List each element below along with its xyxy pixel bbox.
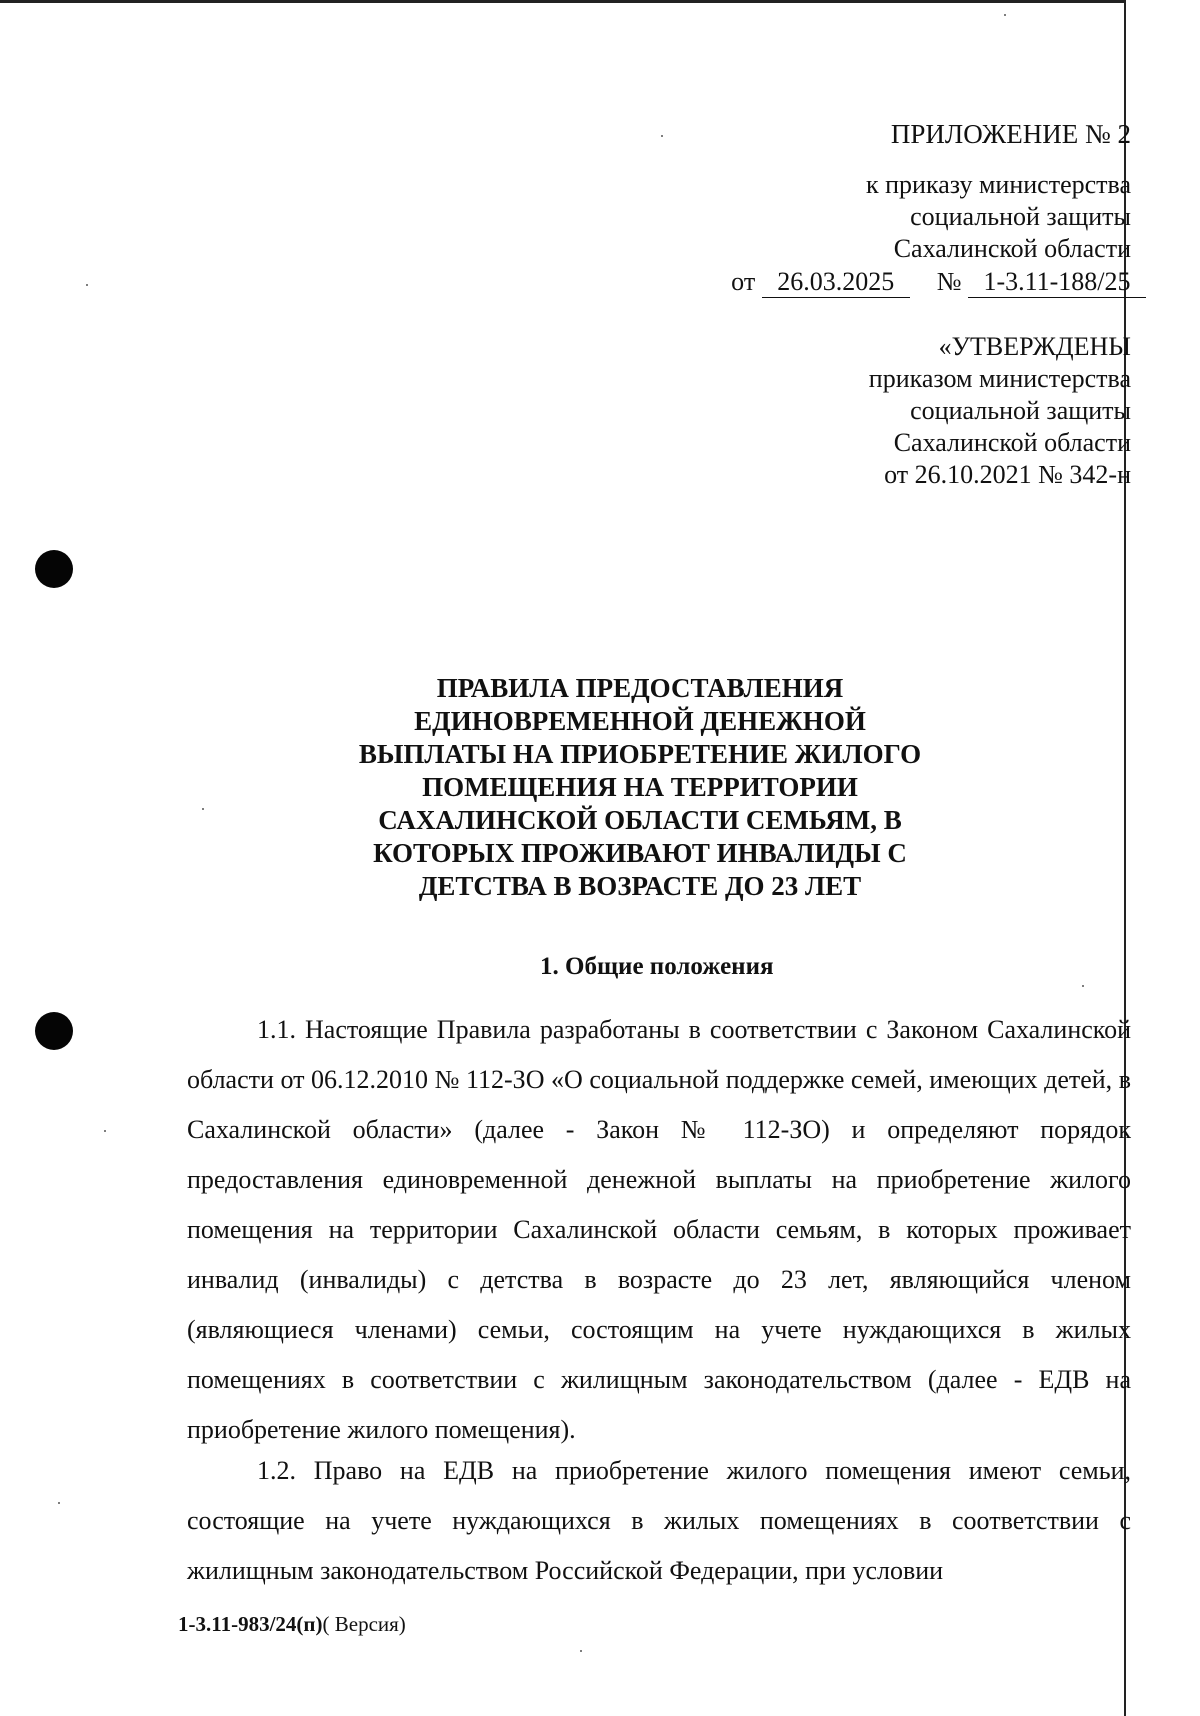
document-title [330,672,950,903]
scan-speck [580,1650,582,1652]
annex-number: 1-3.11-188/25 [968,267,1146,298]
punch-hole [35,550,73,588]
scan-top-border [0,0,1126,3]
approved-block [869,331,1131,491]
scan-speck [1004,14,1006,16]
scan-speck [86,284,88,286]
title-line: САХАЛИНСКОЙ ОБЛАСТИ СЕМЬЯМ, В [378,805,902,835]
title-line: ЕДИНОВРЕМЕННОЙ ДЕНЕЖНОЙ [414,706,866,736]
scan-speck [1082,985,1084,987]
scan-speck [202,808,204,810]
scan-speck [58,1502,60,1504]
approved-line: от 26.10.2021 № 342-н [884,460,1131,489]
annex-line: к приказу министерства [866,170,1131,199]
title-line: ПРАВИЛА ПРЕДОСТАВЛЕНИЯ [436,673,844,703]
footer-version: ( Версия) [322,1612,406,1636]
approved-line: приказом министерства [868,364,1131,393]
annex-reference [866,169,1131,265]
annex-line: Сахалинской области [893,234,1131,263]
footer-document-code [178,1612,406,1637]
date-prefix: от [731,267,756,296]
annex-date: 26.03.2025 [762,267,910,298]
section-heading: 1. Общие положения [540,953,774,980]
scan-speck [104,1130,106,1132]
number-sign: № [936,267,962,296]
punch-hole [35,1012,73,1050]
approved-line: социальной защиты [910,396,1131,425]
approved-line: Сахалинской области [893,428,1131,457]
annex-line: социальной защиты [910,202,1131,231]
paragraph-text: 1.1. Настоящие Правила разработаны в соответствии с Законом Сахалинской области от 06.12.2010 № 112-ЗО «О социальной поддержке семей, имеющих детей, в Сахалинской области» (далее - Закон № 112-ЗО) и определяют порядок предоставления единовременной денежной выплаты на приобретение жилого помещения на территории Сахалинской области семьям, в которых проживает инвалид (инвалиды) с детства в возрасте до 23 лет, являющийся членом (являющиеся членами) семьи, состоящим на учете нуждающихся в жилых помещениях в соответствии с жилищным законодательством (далее - ЕДВ на приобретение жилого помещения). [187,1015,1131,1444]
annex-date-number [731,267,1146,298]
scan-speck [661,135,663,137]
paragraph-1-2 [187,1446,1131,1596]
paragraph-1-1 [187,1005,1131,1455]
footer-code: 1-3.11-983/24(п) [178,1612,323,1636]
title-line: ВЫПЛАТЫ НА ПРИОБРЕТЕНИЕ ЖИЛОГО [358,739,922,769]
title-line: КОТОРЫХ ПРОЖИВАЮТ ИНВАЛИДЫ С [373,838,907,868]
annex-title: ПРИЛОЖЕНИЕ № 2 [890,119,1131,149]
approved-line: «УТВЕРЖДЕНЫ [938,332,1131,361]
title-line: ДЕТСТВА В ВОЗРАСТЕ ДО 23 ЛЕТ [418,871,862,901]
title-line: ПОМЕЩЕНИЯ НА ТЕРРИТОРИИ [422,772,858,802]
paragraph-text: 1.2. Право на ЕДВ на приобретение жилого помещения имеют семьи, состоящие на учете нуждающихся в жилых помещениях в соответствии с жилищным законодательством Российской Федерации, при условии [187,1456,1131,1585]
